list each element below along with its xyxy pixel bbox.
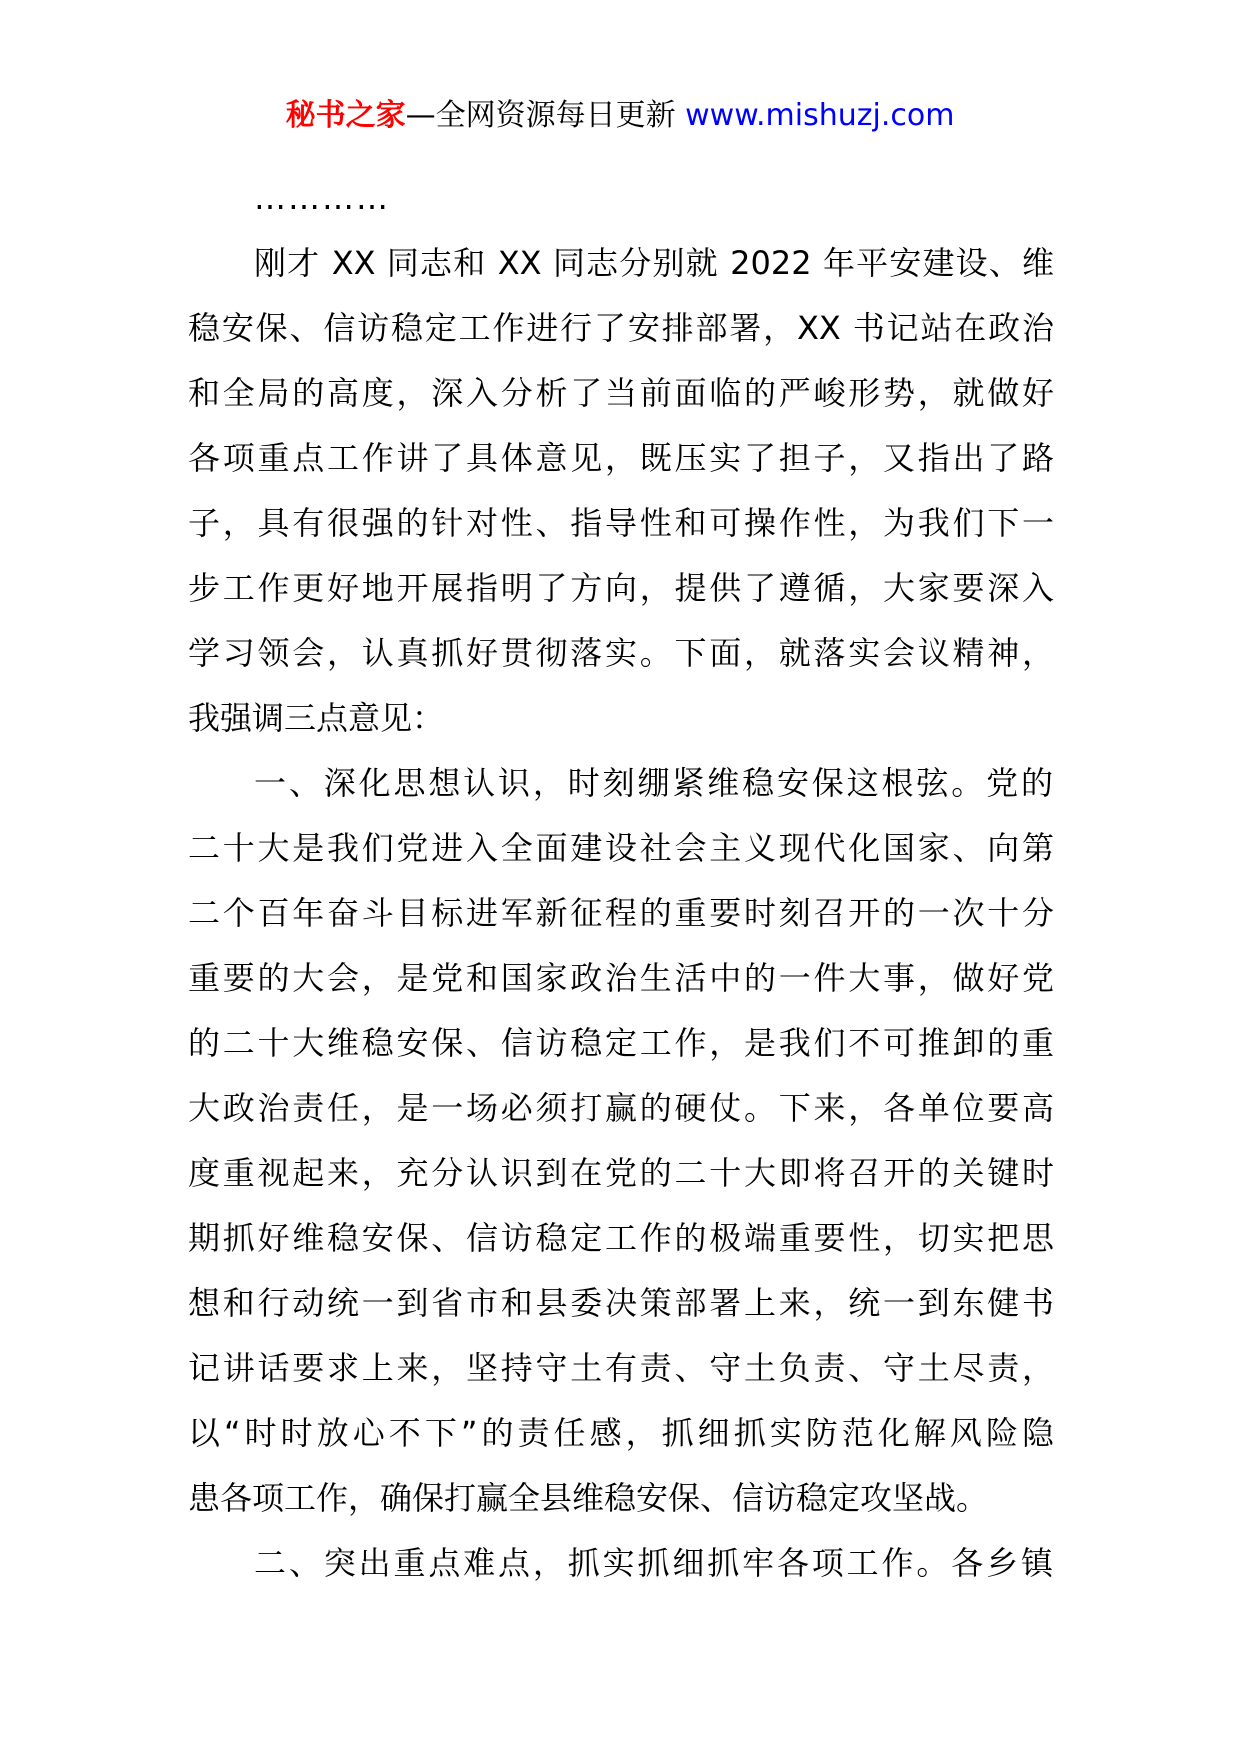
paragraph-line: 想和行动统一到省市和县委决策部署上来，统一到东健书 (188, 1284, 1054, 1322)
section-heading-line: 二、突出重点难点，抓实抓细抓牢各项工作。各乡镇 (254, 1544, 1054, 1582)
paragraph-line: 期抓好维稳安保、信访稳定工作的极端重要性，切实把思 (188, 1219, 1054, 1257)
paragraph-line: 重要的大会，是党和国家政治生活中的一件大事，做好党 (188, 959, 1054, 997)
site-brand: 秘书之家 (285, 98, 406, 133)
paragraph-line: 各项重点工作讲了具体意见，既压实了担子，又指出了路 (188, 439, 1054, 477)
document-body (188, 166, 1054, 1596)
paragraph-line: 二十大是我们党进入全面建设社会主义现代化国家、向第 (188, 829, 1054, 867)
paragraph-line: 子，具有很强的针对性、指导性和可操作性，为我们下一 (188, 504, 1054, 542)
paragraph-line: 刚才 XX 同志和 XX 同志分别就 2022 年平安建设、维 (254, 244, 1054, 282)
site-tagline: —全网资源每日更新 (405, 98, 686, 133)
paragraph-line: 大政治责任，是一场必须打赢的硬仗。下来，各单位要高 (188, 1089, 1054, 1127)
paragraph-line: 和全局的高度，深入分析了当前面临的严峻形势，就做好 (188, 374, 1054, 412)
paragraph-line: 患各项工作，确保打赢全县维稳安保、信访稳定攻坚战。 (188, 1479, 989, 1517)
paragraph-line: 稳安保、信访稳定工作进行了安排部署，XX 书记站在政治 (188, 309, 1054, 347)
paragraph-line: 以“时时放心不下”的责任感，抓细抓实防范化解风险隐 (188, 1414, 1054, 1452)
site-header (0, 96, 1240, 136)
section-heading-line: 一、深化思想认识，时刻绷紧维稳安保这根弦。党的 (254, 764, 1054, 802)
site-url-link[interactable]: www.mishuzj.com (685, 98, 955, 133)
paragraph-line: 的二十大维稳安保、信访稳定工作，是我们不可推卸的重 (188, 1024, 1054, 1062)
paragraph-line: 二个百年奋斗目标进军新征程的重要时刻召开的一次十分 (188, 894, 1054, 932)
paragraph-line: 我强调三点意见： (188, 699, 445, 737)
ellipsis-line: ………… (254, 179, 390, 217)
paragraph-line: 记讲话要求上来，坚持守土有责、守土负责、守土尽责， (188, 1349, 1054, 1387)
paragraph-line: 步工作更好地开展指明了方向，提供了遵循，大家要深入 (188, 569, 1054, 607)
paragraph-line: 度重视起来，充分认识到在党的二十大即将召开的关键时 (188, 1154, 1054, 1192)
paragraph-line: 学习领会，认真抓好贯彻落实。下面，就落实会议精神， (188, 634, 1054, 672)
